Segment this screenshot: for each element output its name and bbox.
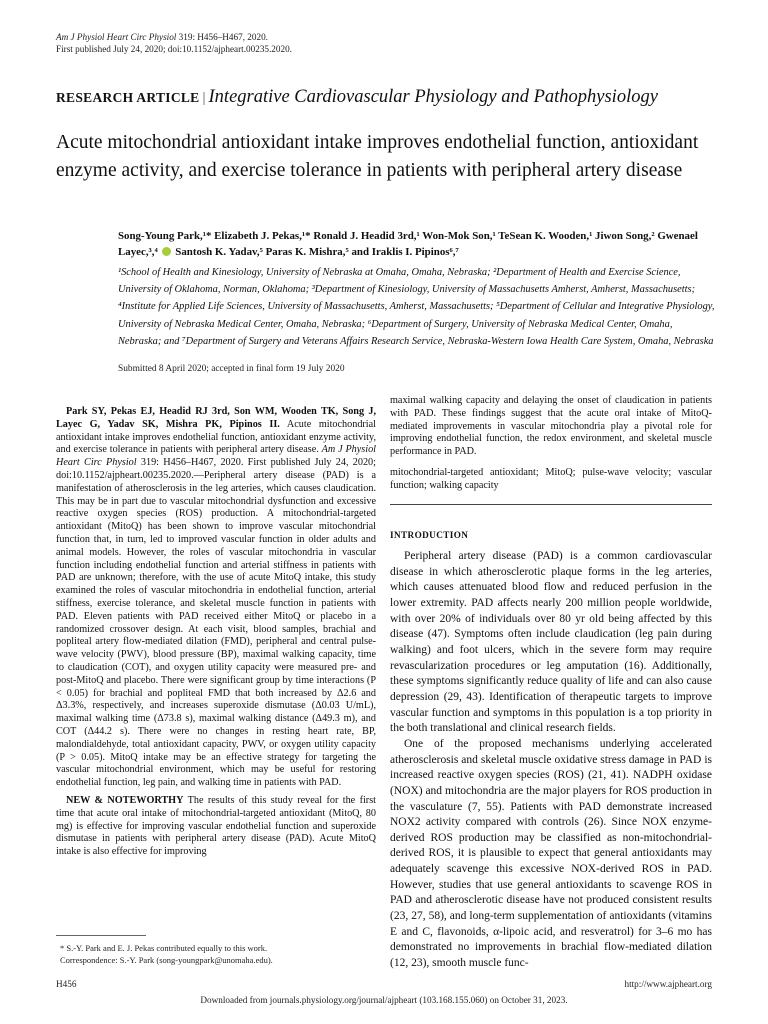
abstract-citation-title: Acute mitochondrial antioxidant intake improves endothelial function, antioxidant enzyme activity, and exercise tolerance in patients with peripheral artery disease. bbox=[56, 418, 376, 456]
new-noteworthy-heading: NEW & NOTEWORTHY bbox=[66, 794, 184, 806]
journal-citation-line bbox=[56, 31, 292, 43]
article-type: RESEARCH ARTICLE bbox=[56, 90, 200, 105]
new-noteworthy-body-right: maximal walking capacity and delaying the onset of claudication in patients with PAD. These findings suggest that the acute oral intake of MitoQ-mediated improvements in vascular mitochondria play a pivotal role for improving endothelial function, the redox environment, and skeletal muscle performance in PAD. bbox=[390, 395, 712, 458]
journal-header bbox=[56, 31, 292, 55]
section-line bbox=[56, 86, 658, 108]
abstract-citation-journal: Am J Physiol Heart Circ Physiol bbox=[56, 444, 377, 469]
new-noteworthy-body-left: The results of this study reveal for the first time that acute oral intake of mitochondrial-targeted antioxidant (MitoQ, 80 mg) is effective for improving vascular endothelial function and superoxide dismutase in patients with peripheral artery disease (PAD). Acute MitoQ intake is also effective for improving bbox=[56, 794, 376, 858]
abstract-citation-authors: Park SY, Pekas EJ, Headid RJ 3rd, Son WM, Wooden TK, Song J, Layec G, Yadav SK, Mishra PK, Pipinos II. bbox=[56, 406, 376, 430]
journal-name: Am J Physiol Heart Circ Physiol bbox=[56, 32, 177, 42]
correspondence-note: Correspondence: S.-Y. Park (song-youngpark@unomaha.edu). bbox=[60, 954, 273, 965]
equal-contribution-note: * S.-Y. Park and E. J. Pekas contributed equally to this work. bbox=[60, 943, 268, 953]
abstract-body: Peripheral artery disease (PAD) is a manifestation of atherosclerosis in the leg arteries, which causes claudication. This may be in part due to vascular mitochondrial dysfunction and excessive reactive oxygen species (ROS) production. A mitochondrial-targeted antioxidant (MitoQ) has been shown to improve vascular mitochondrial function that, in turn, led to improved vascular function in older adults and animal models. However, the roles of vascular mitochondria in vascular function including endothelial function and arterial stiffness in patients with PAD are unknown; therefore, with the use of acute MitoQ intake, this study examined the roles of vascular mitochondria in endothelial function, arterial stiffness, exercise tolerance, and skeletal muscle function in patients with PAD. Eleven patients with PAD received either MitoQ or placebo in a randomized crossover design. At each visit, blood samples, brachial and popliteal artery flow-mediated dilation (FMD), peripheral and central pulse-wave velocity (PWV), blood pressure (BP), maximal walking capacity, time to claudication (COT), and oxygen utility capacity were measured pre- and post-MitoQ and placebo. There were significant group by time interactions (P < 0.05) for brachial and popliteal FMD that both increased by Δ2.6 and Δ3.3%, respectively, and increases superoxide dismutase (Δ0.03 U/mL), maximal walking time (Δ73.8 s), maximal walking distance (Δ49.3 m), and COT (Δ44.2 s). There were no changes in resting heart rate, BP, malondialdehyde, total antioxidant capacity, PWV, or oxygen utility capacity (P > 0.05). MitoQ intake may be an effective strategy for targeting the vascular mitochondrial environment, which may be useful for restoring endothelial function, leg pain, and walking time in patients with PAD. bbox=[56, 469, 376, 789]
affiliations: ¹School of Health and Kinesiology, University of Nebraska at Omaha, Omaha, Nebraska; ²Department of Health and Exercise Science, University of Oklahoma, Norman, Oklahoma; ³Department of Kinesiology, University of Massachusetts Amherst, Amherst, Massachusetts; ⁴Institute for Applied Life Sciences, University of Massachusetts, Amherst, Massachusetts; ⁵Department of Cellular and Integrative Physiology, University of Nebraska Medical Center, Omaha, Nebraska; ⁶Department of Surgery, University of Nebraska Medical Center, Omaha, Nebraska; and ⁷Department of Surgery and Veterans Affairs Research Service, Nebraska-Western Iowa Health Care System, Omaha, Nebraska bbox=[118, 267, 715, 347]
submission-dates: Submitted 8 April 2020; accepted in final form 19 July 2020 bbox=[118, 364, 345, 374]
introduction-heading: INTRODUCTION bbox=[390, 530, 469, 540]
article-title: Acute mitochondrial antioxidant intake improves endothelial function, antioxidant enzyme activity, and exercise tolerance in patients with peripheral artery disease bbox=[56, 132, 699, 181]
author-list bbox=[118, 228, 718, 260]
introduction-paragraph-1: Peripheral artery disease (PAD) is a common cardiovascular disease in which atherosclerotic plaque forms in the leg arteries, which causes attenuated blood flow and reduced perfusion in the lower extremity. PAD affects nearly 200 million people worldwide, with over 20% of individuals over 80 yr old being affected by this disease (47). Symptoms often include claudication (leg pain during walking) and foot ulcers, which in the severe form may require revascularization procedures or leg amputation (16). Additionally, these symptoms significantly reduce quality of life and can also cause depression (29, 43). Identification of therapeutic targets to improve vascular function and symptoms in this population is a top priority in the both translational and clinical research fields. bbox=[390, 550, 712, 735]
right-column-top bbox=[390, 395, 712, 505]
authors-part-1: Song-Young Park,¹* Elizabeth J. Pekas,¹* Ronald J. Headid 3rd,¹ Won-Mok Son,¹ TeSean K. Wooden,¹ Jiwon Song,² Gwenael Layec,³,⁴ bbox=[118, 230, 698, 258]
keywords: mitochondrial-targeted antioxidant; MitoQ; pulse-wave velocity; vascular function; walking capacity bbox=[390, 466, 712, 491]
new-noteworthy bbox=[56, 795, 376, 859]
section-name: Integrative Cardiovascular Physiology and Pathophysiology bbox=[208, 87, 658, 107]
orcid-icon[interactable] bbox=[162, 247, 171, 256]
abstract-citation-rest: 319: H456–H467, 2020. First published July 24, 2020; doi:10.1152/ajpheart.00235.2020.— bbox=[56, 457, 376, 481]
journal-url-link[interactable]: http://www.ajpheart.org bbox=[624, 979, 712, 989]
left-column bbox=[56, 406, 376, 859]
footnote-divider bbox=[56, 935, 146, 936]
introduction-body bbox=[390, 549, 712, 972]
section-separator: | bbox=[202, 90, 206, 106]
journal-citation: 319: H456–H467, 2020. bbox=[176, 32, 268, 42]
published-line: First published July 24, 2020; doi:10.1152/ajpheart.00235.2020. bbox=[56, 44, 292, 54]
abstract bbox=[56, 406, 376, 790]
authors-part-2: Santosh K. Yadav,⁵ Paras K. Mishra,⁵ and Iraklis I. Pipinos⁶,⁷ bbox=[175, 246, 459, 258]
page-number: H456 bbox=[56, 979, 77, 989]
download-notice: Downloaded from journals.physiology.org/journal/ajpheart (103.168.155.060) on October 31, 2023. bbox=[200, 995, 568, 1005]
divider bbox=[390, 504, 712, 505]
introduction-paragraph-2: One of the proposed mechanisms underlying accelerated atherosclerosis and skeletal muscle oxidative stress damage in PAD is increased reactive oxygen species (ROS) (21, 41). NADPH oxidase (NOX) and mitochondria are the major players for ROS production in the vasculature (7, 55). Patients with PAD demonstrate increased NOX2 activity compared with controls (26). Since NOX enzyme-derived ROS production may be classified as non-mitochondrial-derived ROS, it is plausible to expect that general antioxidants may adequately scavenge this excessive NOX-derived ROS in PAD. However, studies that use general antioxidants to scavenge ROS in PAD and atherosclerotic disease have not produced consistent results (23, 27, 58), and long-term supplementation of antioxidants (vitamins E and C, flavonoids, α-lipoic acid, and resveratrol) for 3–6 mo has demonstrated no improvements in brachial flow-mediated dilation (12, 23), smooth muscle func- bbox=[390, 737, 712, 970]
footnote bbox=[56, 943, 376, 966]
